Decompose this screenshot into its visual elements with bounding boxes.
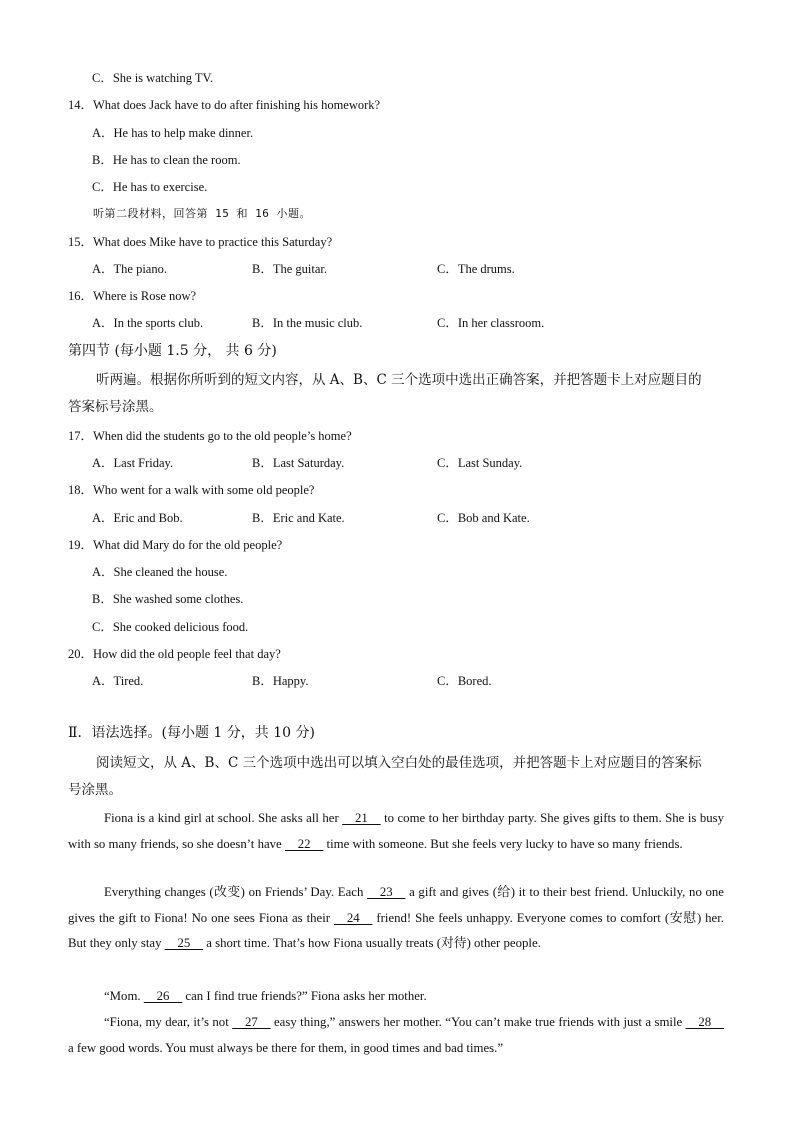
listening-option: A．The piano. <box>92 262 167 276</box>
listening-option: A．In the sports club. <box>92 316 204 330</box>
passage-paragraph: Fiona is a kind girl at school. She asks all her 21 to come to her birthday party. She gives gifts to them. She is busy with so many friends, so she doesn’t have 22 time with someone. But she feels very lucky to have so many friends. <box>68 806 724 857</box>
section4-option: A．Last Friday. <box>92 456 174 470</box>
listening-option: C．In her classroom. <box>437 316 545 330</box>
listening-option: A．He has to help make dinner. <box>92 126 254 140</box>
section4-option: B．Happy. <box>252 674 309 688</box>
listening-option: B．In the music club. <box>252 316 363 330</box>
section4-instruction-cont: 答案标号涂黑。 <box>68 399 163 415</box>
answer-blank: 22 <box>284 836 324 851</box>
listening-note: 听第二段材料，回答第 15 和 16 小题。 <box>93 207 311 220</box>
section4-option: B．She washed some clothes. <box>92 592 244 606</box>
section4-question: 17．When did the students go to the old people’s home? <box>68 429 352 443</box>
section4-instruction: 听两遍。根据你所听到的短文内容，从 A、B、C 三个选项中选出正确答案，并把答题卡上对应题目的 <box>96 372 702 388</box>
listening-option: B．The guitar. <box>252 262 327 276</box>
section4-option: B．Last Saturday. <box>252 456 345 470</box>
listening-question: 15．What does Mike have to practice this Saturday? <box>68 235 333 249</box>
section4-title: 第四节 (每小题 1.5 分， 共 6 分) <box>68 343 277 359</box>
listening-option: C．She is watching TV. <box>92 71 214 85</box>
section4-question: 20．How did the old people feel that day? <box>68 647 281 661</box>
section4-option: A．Eric and Bob. <box>92 511 183 525</box>
answer-blank: 28 <box>685 1015 724 1029</box>
passage-paragraph: “Fiona, my dear, it’s not 27 easy thing,” answers her mother. “You can’t make true friends with just a smile 28 a few good words. You must always be there for them, in good times and bad times.” <box>68 1010 724 1061</box>
answer-blank: 25 <box>164 936 204 950</box>
answer-blank: 23 <box>367 885 406 899</box>
grammar-title: Ⅱ．语法选择。(每小题 1 分，共 10 分) <box>68 725 315 741</box>
listening-option: B．He has to clean the room. <box>92 153 241 167</box>
grammar-instruction: 阅读短文，从 A、B、C 三个选项中选出可以填入空白处的最佳选项，并把答题卡上对应题目的答案标 <box>96 755 702 771</box>
section4-option: C．She cooked delicious food. <box>92 620 249 634</box>
listening-option: C．The drums. <box>437 262 515 276</box>
answer-blank: 27 <box>232 1015 271 1029</box>
section4-option: A．Tired. <box>92 674 144 688</box>
listening-question: 16．Where is Rose now? <box>68 289 197 303</box>
section4-option: A．She cleaned the house. <box>92 565 228 579</box>
answer-blank: 24 <box>334 910 373 925</box>
section4-option: C．Bob and Kate. <box>437 511 530 525</box>
section4-option: B．Eric and Kate. <box>252 511 345 525</box>
grammar-instruction-cont: 号涂黑。 <box>68 782 122 798</box>
listening-option: C．He has to exercise. <box>92 180 208 194</box>
listening-question: 14．What does Jack have to do after finishing his homework? <box>68 98 381 112</box>
section4-option: C．Last Sunday. <box>437 456 523 470</box>
passage-paragraph: “Mom. 26 can I find true friends?” Fiona asks her mother. <box>68 984 724 1010</box>
answer-blank: 21 <box>342 811 381 825</box>
answer-blank: 26 <box>143 989 183 1003</box>
section4-question: 19．What did Mary do for the old people? <box>68 538 283 552</box>
section4-question: 18．Who went for a walk with some old people? <box>68 483 315 497</box>
passage-paragraph: Everything changes (改变) on Friends’ Day. Each 23 a gift and gives (给) it to their best friend. Unluckily, no one gives the gift to Fiona! No one sees Fiona as their 24 friend! She feels unhappy. Everyone comes to comfort (安慰) her. But they only stay 25 a short time. That’s how Fiona usually treats (对待) other people. <box>68 880 724 957</box>
section4-option: C．Bored. <box>437 674 492 688</box>
